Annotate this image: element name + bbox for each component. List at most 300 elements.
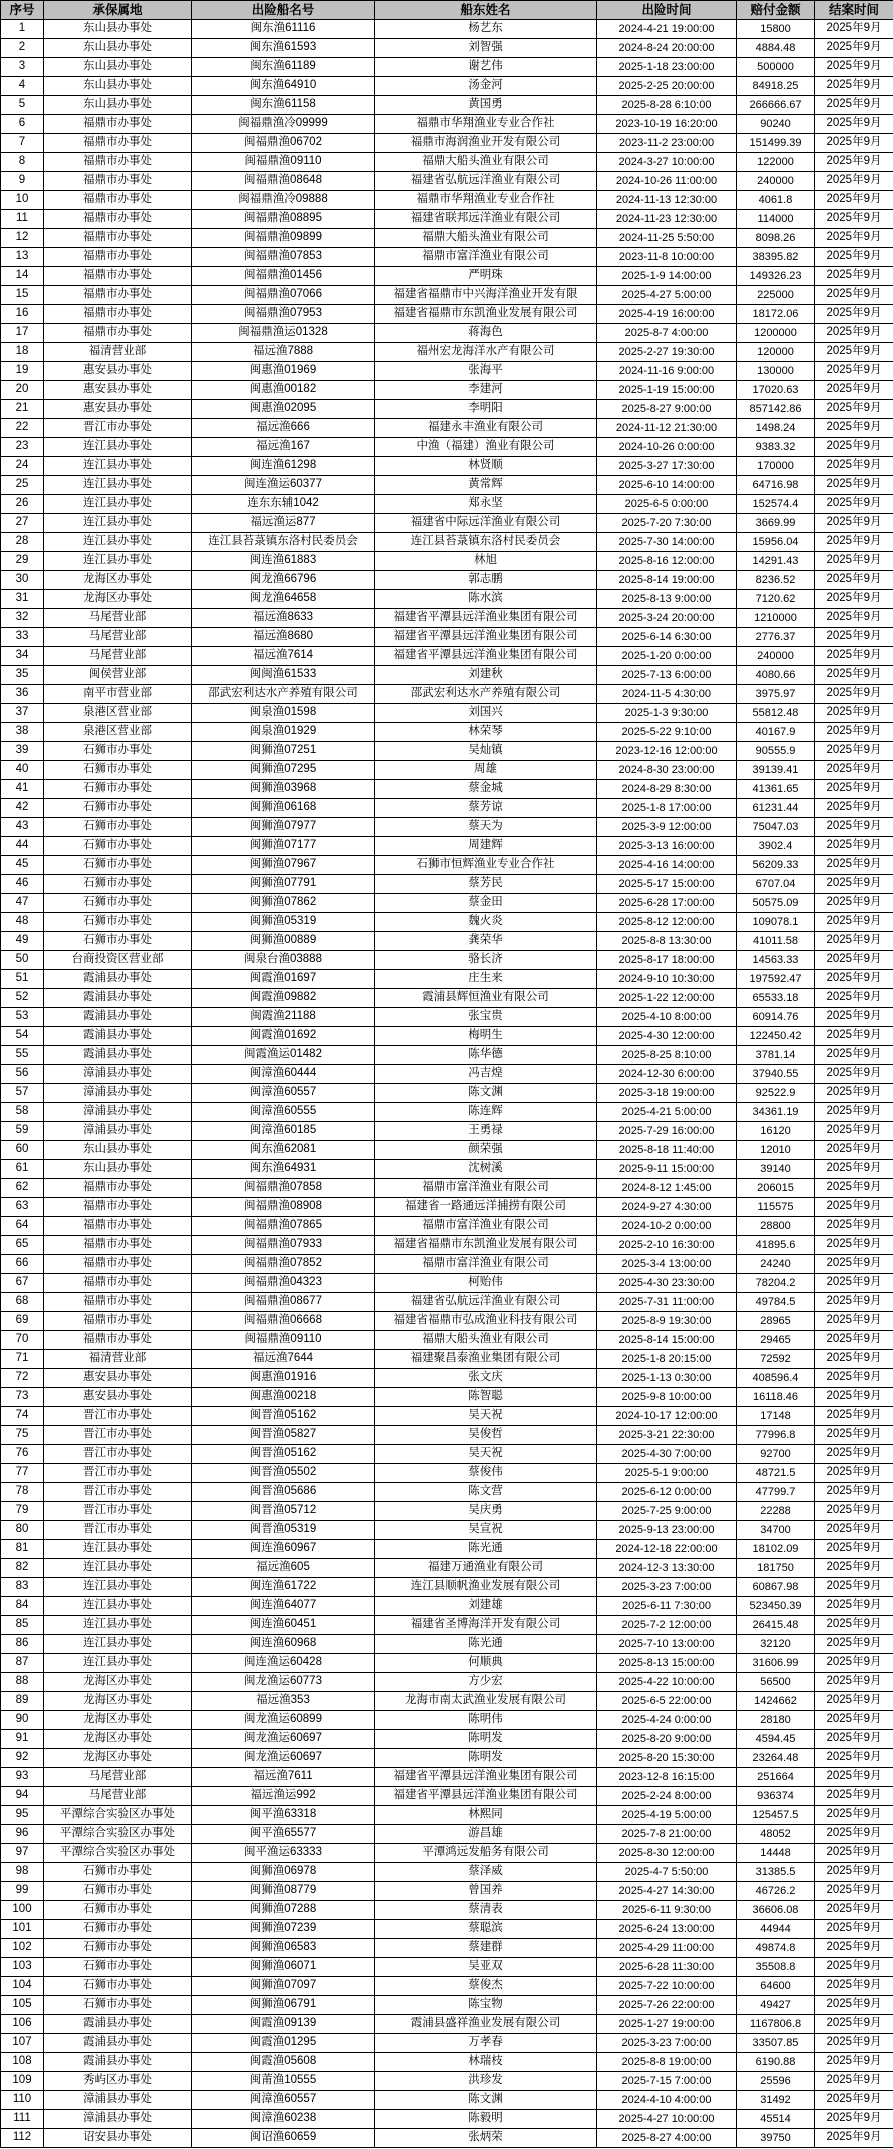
cell-owner: 福建万通渔业有限公司 [375, 1559, 597, 1578]
cell-seq: 77 [1, 1464, 44, 1483]
cell-owner: 福鼎市富洋渔业有限公司 [375, 1255, 597, 1274]
cell-vessel: 闽龙渔64658 [192, 590, 375, 609]
cell-owner: 方少宏 [375, 1673, 597, 1692]
cell-settle-time: 2025年9月 [815, 1331, 893, 1350]
cell-seq: 7 [1, 134, 44, 153]
table-row [1, 1293, 893, 1312]
table-row [1, 913, 893, 932]
cell-seq: 80 [1, 1521, 44, 1540]
cell-amount: 151499.39 [737, 134, 815, 153]
cell-office: 连江县办事处 [44, 514, 192, 533]
cell-settle-time: 2025年9月 [815, 1844, 893, 1863]
cell-office: 平潭综合实验区办事处 [44, 1806, 192, 1825]
cell-owner: 杨艺东 [375, 20, 597, 39]
cell-vessel: 闽霞渔01295 [192, 2034, 375, 2053]
table-row [1, 1179, 893, 1198]
cell-amount: 18172.06 [737, 305, 815, 324]
cell-vessel: 闽狮渔07967 [192, 856, 375, 875]
cell-owner: 福建省平潭县远洋渔业集团有限公司 [375, 647, 597, 666]
cell-amount: 64600 [737, 1977, 815, 1996]
cell-seq: 23 [1, 438, 44, 457]
cell-incident-time: 2025-9-13 23:00:00 [597, 1521, 737, 1540]
cell-office: 连江县办事处 [44, 1616, 192, 1635]
cell-owner: 曾国养 [375, 1882, 597, 1901]
cell-owner: 魏火炎 [375, 913, 597, 932]
cell-incident-time: 2024-11-16 9:00:00 [597, 362, 737, 381]
cell-owner: 福建省平潭县远洋渔业集团有限公司 [375, 1787, 597, 1806]
cell-owner: 张宝贵 [375, 1008, 597, 1027]
cell-settle-time: 2025年9月 [815, 1236, 893, 1255]
cell-settle-time: 2025年9月 [815, 2053, 893, 2072]
cell-vessel: 闽霞渔运01482 [192, 1046, 375, 1065]
cell-office: 龙海区办事处 [44, 1673, 192, 1692]
cell-office: 连江县办事处 [44, 1540, 192, 1559]
cell-settle-time: 2025年9月 [815, 723, 893, 742]
cell-amount: 3902.4 [737, 837, 815, 856]
cell-seq: 65 [1, 1236, 44, 1255]
cell-incident-time: 2025-3-24 20:00:00 [597, 609, 737, 628]
cell-settle-time: 2025年9月 [815, 780, 893, 799]
cell-settle-time: 2025年9月 [815, 286, 893, 305]
cell-amount: 41011.58 [737, 932, 815, 951]
table-row [1, 77, 893, 96]
cell-seq: 106 [1, 2015, 44, 2034]
table-row [1, 58, 893, 77]
table-row [1, 1027, 893, 1046]
cell-settle-time: 2025年9月 [815, 2129, 893, 2148]
cell-vessel: 邵武宏利达水产养殖有限公司 [192, 685, 375, 704]
cell-owner: 陈文渊 [375, 2091, 597, 2110]
cell-owner: 王勇禄 [375, 1122, 597, 1141]
cell-incident-time: 2025-8-27 4:00:00 [597, 2129, 737, 2148]
cell-vessel: 闽福鼎渔07853 [192, 248, 375, 267]
cell-vessel: 闽狮渔07239 [192, 1920, 375, 1939]
cell-office: 福清营业部 [44, 1350, 192, 1369]
cell-incident-time: 2025-4-10 8:00:00 [597, 1008, 737, 1027]
cell-office: 晋江市办事处 [44, 1464, 192, 1483]
cell-settle-time: 2025年9月 [815, 476, 893, 495]
cell-owner: 陈光通 [375, 1540, 597, 1559]
cell-office: 漳浦县办事处 [44, 2110, 192, 2129]
cell-incident-time: 2025-4-27 5:00:00 [597, 286, 737, 305]
cell-settle-time: 2025年9月 [815, 1787, 893, 1806]
table-row [1, 343, 893, 362]
cell-office: 马尾营业部 [44, 609, 192, 628]
cell-seq: 19 [1, 362, 44, 381]
table-row [1, 1464, 893, 1483]
cell-settle-time: 2025年9月 [815, 894, 893, 913]
cell-incident-time: 2025-6-5 22:00:00 [597, 1692, 737, 1711]
cell-seq: 84 [1, 1597, 44, 1616]
cell-seq: 82 [1, 1559, 44, 1578]
cell-incident-time: 2025-4-30 12:00:00 [597, 1027, 737, 1046]
cell-settle-time: 2025年9月 [815, 248, 893, 267]
table-row [1, 1920, 893, 1939]
cell-seq: 16 [1, 305, 44, 324]
cell-amount: 4884.48 [737, 39, 815, 58]
cell-incident-time: 2025-1-27 19:00:00 [597, 2015, 737, 2034]
table-row [1, 286, 893, 305]
cell-vessel: 闽东渔61189 [192, 58, 375, 77]
table-row [1, 1882, 893, 1901]
cell-office: 福鼎市办事处 [44, 248, 192, 267]
table-row [1, 2091, 893, 2110]
column-header-amount: 赔付金额 [737, 1, 815, 20]
table-row [1, 134, 893, 153]
cell-settle-time: 2025年9月 [815, 571, 893, 590]
cell-amount: 39139.41 [737, 761, 815, 780]
cell-owner: 吴亚双 [375, 1958, 597, 1977]
cell-incident-time: 2024-12-30 6:00:00 [597, 1065, 737, 1084]
table-row [1, 153, 893, 172]
cell-owner: 吴天祝 [375, 1407, 597, 1426]
cell-office: 霞浦县办事处 [44, 1046, 192, 1065]
cell-owner: 霞浦县辉恒渔业有限公司 [375, 989, 597, 1008]
cell-amount: 41361.65 [737, 780, 815, 799]
cell-incident-time: 2025-9-11 15:00:00 [597, 1160, 737, 1179]
cell-office: 马尾营业部 [44, 1768, 192, 1787]
cell-owner: 蔡泽威 [375, 1863, 597, 1882]
cell-amount: 181750 [737, 1559, 815, 1578]
table-row [1, 2034, 893, 2053]
cell-settle-time: 2025年9月 [815, 1635, 893, 1654]
cell-seq: 73 [1, 1388, 44, 1407]
table-row [1, 172, 893, 191]
cell-seq: 45 [1, 856, 44, 875]
cell-owner: 黄国勇 [375, 96, 597, 115]
cell-incident-time: 2024-11-25 5:50:00 [597, 229, 737, 248]
cell-settle-time: 2025年9月 [815, 1426, 893, 1445]
cell-owner: 福鼎市富洋渔业有限公司 [375, 1179, 597, 1198]
table-row [1, 1711, 893, 1730]
cell-seq: 35 [1, 666, 44, 685]
cell-settle-time: 2025年9月 [815, 1179, 893, 1198]
cell-settle-time: 2025年9月 [815, 1616, 893, 1635]
table-row [1, 666, 893, 685]
table-row [1, 970, 893, 989]
cell-amount: 25596 [737, 2072, 815, 2091]
cell-owner: 洪珍发 [375, 2072, 597, 2091]
cell-office: 石狮市办事处 [44, 1882, 192, 1901]
cell-incident-time: 2025-8-13 15:00:00 [597, 1654, 737, 1673]
cell-office: 东山县办事处 [44, 58, 192, 77]
cell-amount: 16118.46 [737, 1388, 815, 1407]
cell-incident-time: 2025-6-14 6:30:00 [597, 628, 737, 647]
table-row [1, 1084, 893, 1103]
cell-incident-time: 2025-3-4 13:00:00 [597, 1255, 737, 1274]
cell-owner: 福鼎市富洋渔业有限公司 [375, 248, 597, 267]
cell-office: 石狮市办事处 [44, 932, 192, 951]
cell-office: 石狮市办事处 [44, 1901, 192, 1920]
cell-settle-time: 2025年9月 [815, 1730, 893, 1749]
cell-incident-time: 2023-11-8 10:00:00 [597, 248, 737, 267]
cell-settle-time: 2025年9月 [815, 1863, 893, 1882]
cell-seq: 25 [1, 476, 44, 495]
cell-office: 福鼎市办事处 [44, 1293, 192, 1312]
cell-amount: 17148 [737, 1407, 815, 1426]
header-row [1, 1, 893, 20]
cell-incident-time: 2025-3-21 22:30:00 [597, 1426, 737, 1445]
cell-settle-time: 2025年9月 [815, 1255, 893, 1274]
cell-owner: 吴天祝 [375, 1445, 597, 1464]
cell-settle-time: 2025年9月 [815, 1559, 893, 1578]
cell-vessel: 闽漳渔60557 [192, 2091, 375, 2110]
table-row [1, 210, 893, 229]
cell-office: 石狮市办事处 [44, 913, 192, 932]
cell-incident-time: 2025-3-27 17:30:00 [597, 457, 737, 476]
table-row [1, 1046, 893, 1065]
cell-amount: 500000 [737, 58, 815, 77]
cell-owner: 福建省圣博海洋开发有限公司 [375, 1616, 597, 1635]
column-header-owner: 船东姓名 [375, 1, 597, 20]
cell-settle-time: 2025年9月 [815, 96, 893, 115]
table-row [1, 1540, 893, 1559]
cell-seq: 64 [1, 1217, 44, 1236]
cell-incident-time: 2025-4-7 5:50:00 [597, 1863, 737, 1882]
cell-seq: 52 [1, 989, 44, 1008]
cell-office: 龙海区办事处 [44, 1730, 192, 1749]
cell-vessel: 闽狮渔07177 [192, 837, 375, 856]
cell-office: 惠安县办事处 [44, 362, 192, 381]
cell-incident-time: 2025-1-8 17:00:00 [597, 799, 737, 818]
table-row [1, 685, 893, 704]
table-row [1, 761, 893, 780]
cell-owner: 陈文营 [375, 1483, 597, 1502]
cell-seq: 93 [1, 1768, 44, 1787]
cell-amount: 49874.8 [737, 1939, 815, 1958]
cell-seq: 36 [1, 685, 44, 704]
cell-owner: 福鼎市海润渔业开发有限公司 [375, 134, 597, 153]
table-row [1, 1901, 893, 1920]
cell-owner: 柯贻伟 [375, 1274, 597, 1293]
cell-incident-time: 2025-1-8 20:15:00 [597, 1350, 737, 1369]
cell-seq: 26 [1, 495, 44, 514]
cell-vessel: 闽东渔62081 [192, 1141, 375, 1160]
cell-owner: 刘建秋 [375, 666, 597, 685]
cell-settle-time: 2025年9月 [815, 1103, 893, 1122]
cell-office: 诏安县办事处 [44, 2129, 192, 2148]
cell-incident-time: 2025-8-9 19:30:00 [597, 1312, 737, 1331]
cell-incident-time: 2025-8-7 4:00:00 [597, 324, 737, 343]
cell-vessel: 闽狮渔07097 [192, 1977, 375, 1996]
cell-amount: 152574.4 [737, 495, 815, 514]
cell-incident-time: 2025-4-30 23:30:00 [597, 1274, 737, 1293]
table-row [1, 1825, 893, 1844]
cell-office: 东山县办事处 [44, 39, 192, 58]
cell-settle-time: 2025年9月 [815, 438, 893, 457]
cell-vessel: 闽莆渔10555 [192, 2072, 375, 2091]
table-row [1, 305, 893, 324]
cell-seq: 46 [1, 875, 44, 894]
cell-seq: 15 [1, 286, 44, 305]
table-row [1, 514, 893, 533]
cell-office: 闽侯营业部 [44, 666, 192, 685]
cell-incident-time: 2025-3-13 16:00:00 [597, 837, 737, 856]
cell-vessel: 闽平渔运63333 [192, 1844, 375, 1863]
table-row [1, 1939, 893, 1958]
cell-settle-time: 2025年9月 [815, 913, 893, 932]
cell-vessel: 闽泉渔01929 [192, 723, 375, 742]
cell-settle-time: 2025年9月 [815, 1502, 893, 1521]
cell-owner: 福鼎大船头渔业有限公司 [375, 153, 597, 172]
cell-incident-time: 2025-8-20 9:00:00 [597, 1730, 737, 1749]
cell-vessel: 闽福鼎渔04323 [192, 1274, 375, 1293]
cell-vessel: 闽东渔64931 [192, 1160, 375, 1179]
cell-office: 惠安县办事处 [44, 1369, 192, 1388]
cell-office: 连江县办事处 [44, 1597, 192, 1616]
cell-owner: 张海平 [375, 362, 597, 381]
cell-vessel: 闽惠渔00218 [192, 1388, 375, 1407]
cell-amount: 55812.48 [737, 704, 815, 723]
cell-seq: 56 [1, 1065, 44, 1084]
cell-office: 石狮市办事处 [44, 742, 192, 761]
cell-incident-time: 2025-4-24 0:00:00 [597, 1711, 737, 1730]
cell-seq: 14 [1, 267, 44, 286]
cell-seq: 58 [1, 1103, 44, 1122]
table-row [1, 1160, 893, 1179]
cell-owner: 中渔（福建）渔业有限公司 [375, 438, 597, 457]
cell-vessel: 闽狮渔03968 [192, 780, 375, 799]
cell-amount: 17020.63 [737, 381, 815, 400]
table-row [1, 723, 893, 742]
cell-seq: 103 [1, 1958, 44, 1977]
cell-seq: 54 [1, 1027, 44, 1046]
cell-incident-time: 2024-10-26 0:00:00 [597, 438, 737, 457]
cell-amount: 14563.33 [737, 951, 815, 970]
table-row [1, 590, 893, 609]
cell-settle-time: 2025年9月 [815, 761, 893, 780]
table-row [1, 1388, 893, 1407]
cell-seq: 32 [1, 609, 44, 628]
cell-seq: 66 [1, 1255, 44, 1274]
cell-vessel: 闽狮渔00889 [192, 932, 375, 951]
cell-amount: 48052 [737, 1825, 815, 1844]
table-row [1, 1407, 893, 1426]
cell-owner: 何顺典 [375, 1654, 597, 1673]
cell-seq: 70 [1, 1331, 44, 1350]
cell-owner: 陈光通 [375, 1635, 597, 1654]
cell-vessel: 连江县苔菉镇东洛村民委员会 [192, 533, 375, 552]
cell-vessel: 连东东辅1042 [192, 495, 375, 514]
cell-settle-time: 2025年9月 [815, 1806, 893, 1825]
table-row [1, 191, 893, 210]
cell-owner: 福建省弘航远洋渔业有限公司 [375, 172, 597, 191]
cell-settle-time: 2025年9月 [815, 343, 893, 362]
cell-vessel: 闽晋渔05162 [192, 1407, 375, 1426]
cell-owner: 蔡聪滨 [375, 1920, 597, 1939]
cell-amount: 16120 [737, 1122, 815, 1141]
cell-owner: 陈华德 [375, 1046, 597, 1065]
cell-vessel: 闽狮渔07288 [192, 1901, 375, 1920]
cell-incident-time: 2025-8-16 12:00:00 [597, 552, 737, 571]
table-row [1, 951, 893, 970]
cell-vessel: 闽狮渔07295 [192, 761, 375, 780]
table-row [1, 1255, 893, 1274]
cell-amount: 28800 [737, 1217, 815, 1236]
cell-owner: 周雄 [375, 761, 597, 780]
cell-owner: 福建省一路通远洋捕捞有限公司 [375, 1198, 597, 1217]
cell-vessel: 闽漳渔60238 [192, 2110, 375, 2129]
cell-settle-time: 2025年9月 [815, 2072, 893, 2091]
cell-amount: 90555.9 [737, 742, 815, 761]
table-row [1, 1654, 893, 1673]
cell-settle-time: 2025年9月 [815, 324, 893, 343]
cell-office: 连江县办事处 [44, 552, 192, 571]
cell-vessel: 闽泉渔01598 [192, 704, 375, 723]
cell-owner: 郑永坚 [375, 495, 597, 514]
cell-settle-time: 2025年9月 [815, 400, 893, 419]
cell-seq: 41 [1, 780, 44, 799]
table-row [1, 2072, 893, 2091]
cell-vessel: 闽东渔61158 [192, 96, 375, 115]
cell-office: 连江县办事处 [44, 1635, 192, 1654]
cell-incident-time: 2023-10-19 16:20:00 [597, 115, 737, 134]
cell-settle-time: 2025年9月 [815, 153, 893, 172]
cell-office: 石狮市办事处 [44, 799, 192, 818]
cell-seq: 75 [1, 1426, 44, 1445]
table-row [1, 2110, 893, 2129]
cell-owner: 福鼎市华翔渔业专业合作社 [375, 115, 597, 134]
cell-settle-time: 2025年9月 [815, 58, 893, 77]
cell-settle-time: 2025年9月 [815, 1160, 893, 1179]
cell-office: 石狮市办事处 [44, 894, 192, 913]
cell-office: 连江县办事处 [44, 495, 192, 514]
table-row [1, 96, 893, 115]
cell-office: 福鼎市办事处 [44, 115, 192, 134]
table-row [1, 39, 893, 58]
table-row [1, 362, 893, 381]
cell-seq: 53 [1, 1008, 44, 1027]
cell-settle-time: 2025年9月 [815, 818, 893, 837]
cell-owner: 福鼎市富洋渔业有限公司 [375, 1217, 597, 1236]
cell-office: 漳浦县办事处 [44, 2091, 192, 2110]
cell-amount: 29465 [737, 1331, 815, 1350]
cell-settle-time: 2025年9月 [815, 1312, 893, 1331]
cell-owner: 龚荣华 [375, 932, 597, 951]
cell-seq: 63 [1, 1198, 44, 1217]
cell-vessel: 闽福鼎渔07852 [192, 1255, 375, 1274]
cell-vessel: 闽连渔61883 [192, 552, 375, 571]
cell-incident-time: 2025-7-31 11:00:00 [597, 1293, 737, 1312]
cell-settle-time: 2025年9月 [815, 39, 893, 58]
cell-vessel: 福远渔666 [192, 419, 375, 438]
cell-amount: 56500 [737, 1673, 815, 1692]
table-row [1, 1730, 893, 1749]
cell-incident-time: 2025-2-27 19:30:00 [597, 343, 737, 362]
cell-amount: 114000 [737, 210, 815, 229]
cell-seq: 28 [1, 533, 44, 552]
cell-seq: 34 [1, 647, 44, 666]
cell-amount: 170000 [737, 457, 815, 476]
column-header-incident-time: 出险时间 [597, 1, 737, 20]
table-row [1, 1578, 893, 1597]
table-row [1, 1673, 893, 1692]
cell-incident-time: 2025-7-26 22:00:00 [597, 1996, 737, 2015]
cell-seq: 107 [1, 2034, 44, 2053]
cell-owner: 福建省平潭县远洋渔业集团有限公司 [375, 628, 597, 647]
cell-settle-time: 2025年9月 [815, 647, 893, 666]
cell-seq: 83 [1, 1578, 44, 1597]
cell-seq: 101 [1, 1920, 44, 1939]
cell-incident-time: 2025-7-30 14:00:00 [597, 533, 737, 552]
cell-vessel: 闽狮渔08779 [192, 1882, 375, 1901]
cell-settle-time: 2025年9月 [815, 20, 893, 39]
cell-amount: 34700 [737, 1521, 815, 1540]
cell-owner: 福州宏龙海洋水产有限公司 [375, 343, 597, 362]
cell-owner: 福建省弘航远洋渔业有限公司 [375, 1293, 597, 1312]
cell-settle-time: 2025年9月 [815, 1654, 893, 1673]
cell-office: 晋江市办事处 [44, 1407, 192, 1426]
